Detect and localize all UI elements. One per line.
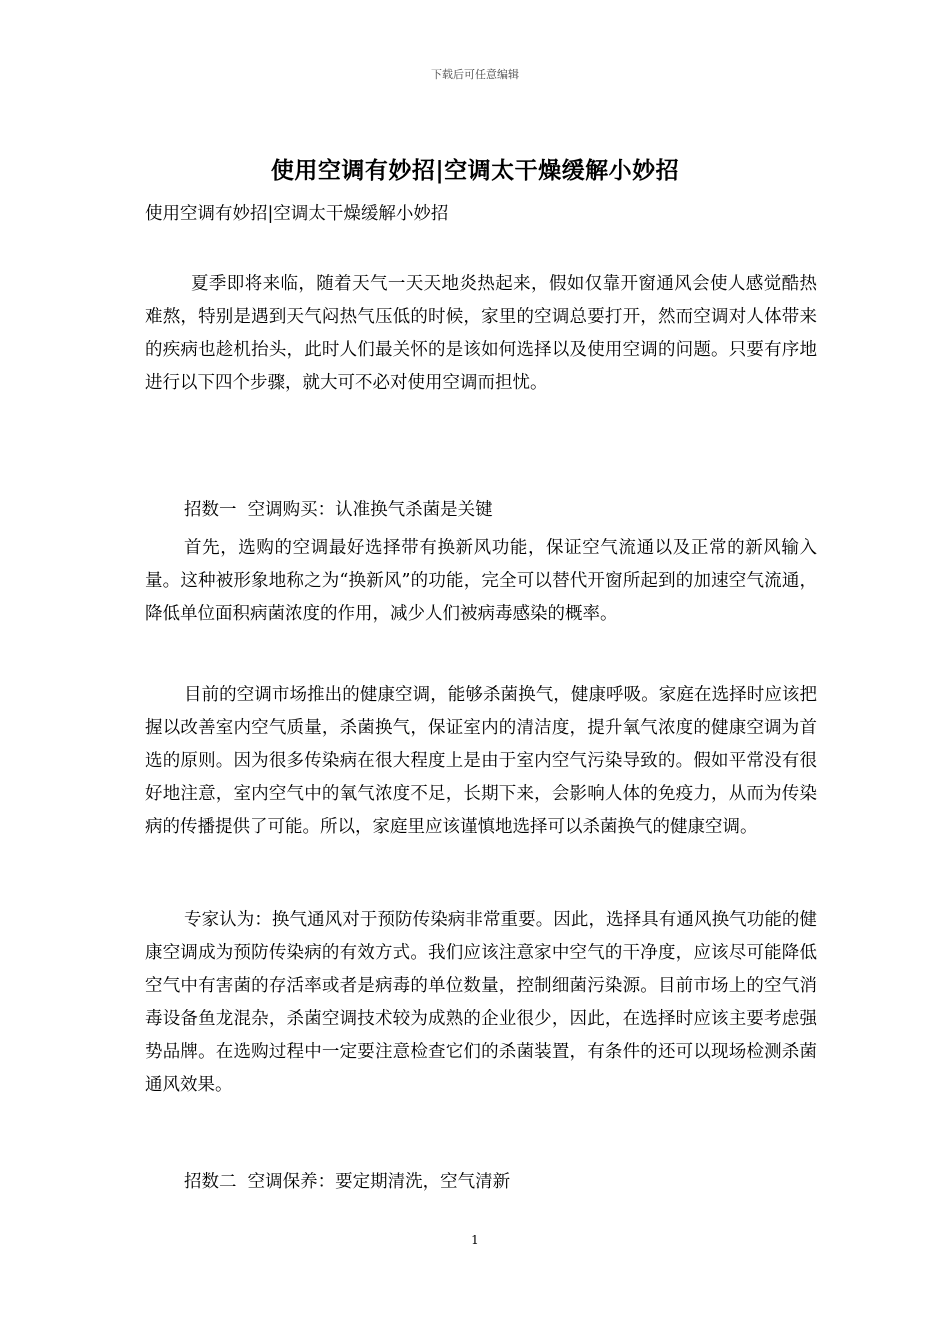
document-subtitle: 使用空调有妙招|空调太干燥缓解小妙招: [145, 204, 449, 224]
intro-paragraph: 夏季即将来临，随着天气一天天地炎热起来，假如仅靠开窗通风会使人感觉酷热难熬，特别是遇到天气闷热气压低的时候，家里的空调总要打开，然而空调对人体带来的疾病也趁机抬头，此时人们最关怀的是该如何选择以及使用空调的问题。只要有序地进行以下四个步骤，就大可不必对使用空调而担忧。: [145, 274, 817, 393]
section1-paragraph-1: 首先，选购的空调最好选择带有换新风功能，保证空气流通以及正常的新风输入量。这种被形象地称之为“换新风”的功能，完全可以替代开窗所起到的加速空气流通，降低单位面积病菌浓度的作用，减少人们被病毒感染的概率。: [145, 538, 817, 624]
section1-heading: 招数一 空调购买：认准换气杀菌是关键: [184, 500, 493, 520]
section1-paragraph-2: 目前的空调市场推出的健康空调，能够杀菌换气，健康呼吸。家庭在选择时应该把握以改善室内空气质量，杀菌换气，保证室内的清洁度，提升氧气浓度的健康空调为首选的原则。因为很多传染病在很大程度上是由于室内空气污染导致的。假如平常没有很好地注意，室内空气中的氧气浓度不足，长期下来，会影响人体的免疫力，从而为传染病的传播提供了可能。所以，家庭里应该谨慎地选择可以杀菌换气的健康空调。: [145, 685, 817, 837]
section2-heading: 招数二 空调保养：要定期清洗，空气清新: [184, 1172, 511, 1192]
page-header: 下载后可任意编辑: [431, 68, 519, 81]
document-title: 使用空调有妙招|空调太干燥缓解小妙招: [270, 157, 680, 184]
section1-paragraph-3: 专家认为：换气通风对于预防传染病非常重要。因此，选择具有通风换气功能的健康空调成为预防传染病的有效方式。我们应该注意家中空气的干净度，应该尽可能降低空气中有害菌的存活率或者是病毒的单位数量，控制细菌污染源。目前市场上的空气消毒设备鱼龙混杂，杀菌空调技术较为成熟的企业很少，因此，在选择时应该主要考虑强势品牌。在选购过程中一定要注意检查它们的杀菌装置，有条件的还可以现场检测杀菌通风效果。: [145, 910, 817, 1095]
page-number: 1: [471, 1233, 479, 1247]
